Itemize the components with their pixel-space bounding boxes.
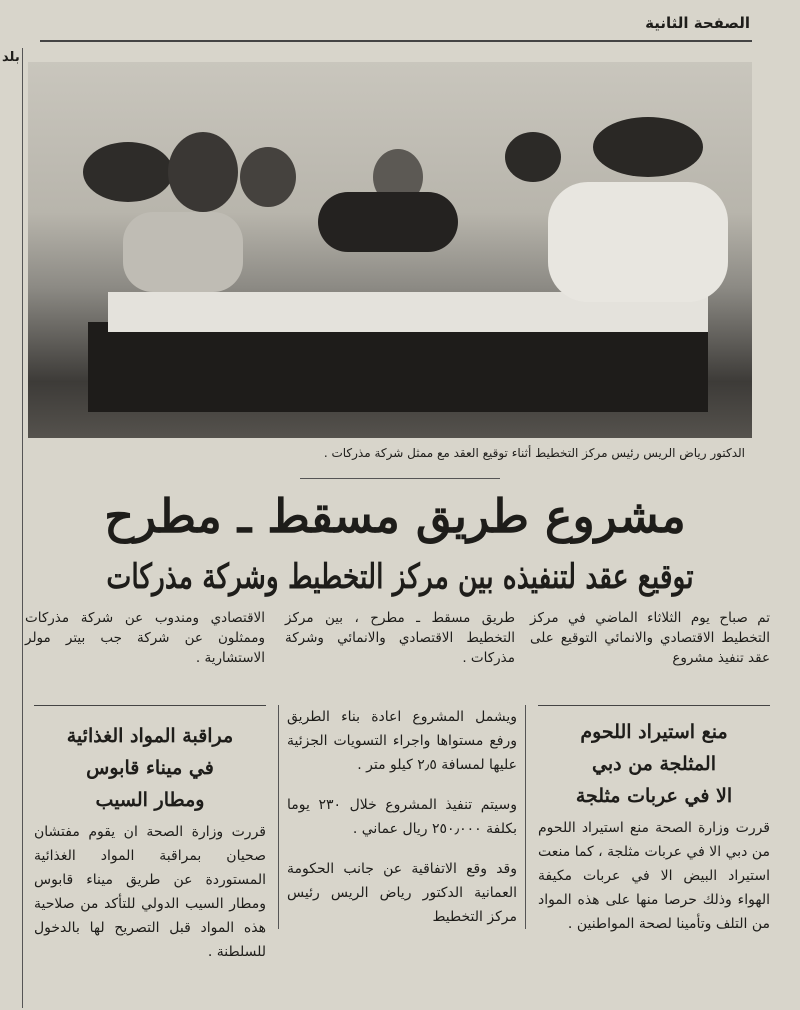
main-subheadline: توقيع عقد لتنفيذه بين مركز التخطيط وشركة مذركات (106, 557, 694, 597)
adjacent-column-fragment: بلد (2, 50, 20, 65)
story-headline: المثلجة من دبي (592, 753, 716, 775)
story-continuation (278, 705, 526, 929)
person-shirt (123, 212, 243, 292)
main-headline: مشروع طريق مسقط ـ مطرح (104, 489, 686, 543)
story-body: قررت وزارة الصحة منع استيراد اللحوم من دبي الا في عربات مثلجة ، كما منعت استيراد البيض الا في عربات مكيفة الهواء وذلك حرصا منها على هذه المواد من التلف وتأمينا لصحة المواطنين . (538, 820, 770, 932)
header-rule (40, 40, 752, 42)
page-header: الصفحة الثانية (645, 14, 750, 32)
story-column-3: الاقتصادي ومندوب عن شركة مذركات وممثلون عن شركة جب بيتر مولر الاستشارية . (25, 610, 265, 666)
divider (300, 478, 500, 479)
story-headline: منع استيراد اللحوم (580, 721, 728, 743)
table (88, 322, 708, 412)
continuation-paragraph: ويشمل المشروع اعادة بناء الطريق ورفع مستواها واجراء التسويات الجزئية عليها لمسافة ٢٫٥ كيلو متر . (287, 709, 517, 773)
story-column-1: تم صباح يوم الثلاثاء الماضي في مركز التخطيط الاقتصادي والانمائي التوقيع على عقد تنفيذ مشروع (530, 610, 770, 666)
meat-import-story (538, 705, 770, 936)
person (593, 117, 703, 177)
person (168, 132, 238, 212)
person (505, 132, 561, 182)
person-shirt (548, 182, 728, 302)
continuation-paragraph: وسيتم تنفيذ المشروع خلال ٢٣٠ يوما بكلفة ٢٥٠٫٠٠٠ ريال عماني . (287, 797, 518, 837)
story-headline: ومطار السيب (95, 789, 205, 811)
person (83, 142, 173, 202)
story-body: قررت وزارة الصحة ان يقوم مفتشان صحيان بمراقبة المواد الغذائية المستوردة عن طريق ميناء قابوس ومطار السيب الدولي للتأكد من صلاحية هذه المواد قبل التصريح لها بالدخول للسلطنة . (34, 824, 266, 960)
photo-illustration (28, 62, 752, 438)
photo-caption: الدكتور رياض الريس رئيس مركز التخطيط أثناء توقيع العقد مع ممثل شركة مذركات . (323, 446, 745, 460)
continuation-paragraph: وقد وقع الاتفاقية عن جانب الحكومة العمانية الدكتور رياض الريس رئيس مركز التخطيط (287, 861, 517, 925)
story-column-2: طريق مسقط ـ مطرح ، بين مركز التخطيط الاقتصادي والانمائي وشركة مذركات . (285, 610, 515, 666)
person-suit (318, 192, 458, 252)
story-headline: الا في عربات مثلجة (575, 785, 733, 807)
food-inspection-story (34, 705, 266, 964)
person (240, 147, 296, 207)
story-headline: مراقبة المواد الغذائية (66, 725, 234, 747)
story-headline: في ميناء قابوس (86, 757, 214, 779)
news-photo (28, 62, 752, 438)
